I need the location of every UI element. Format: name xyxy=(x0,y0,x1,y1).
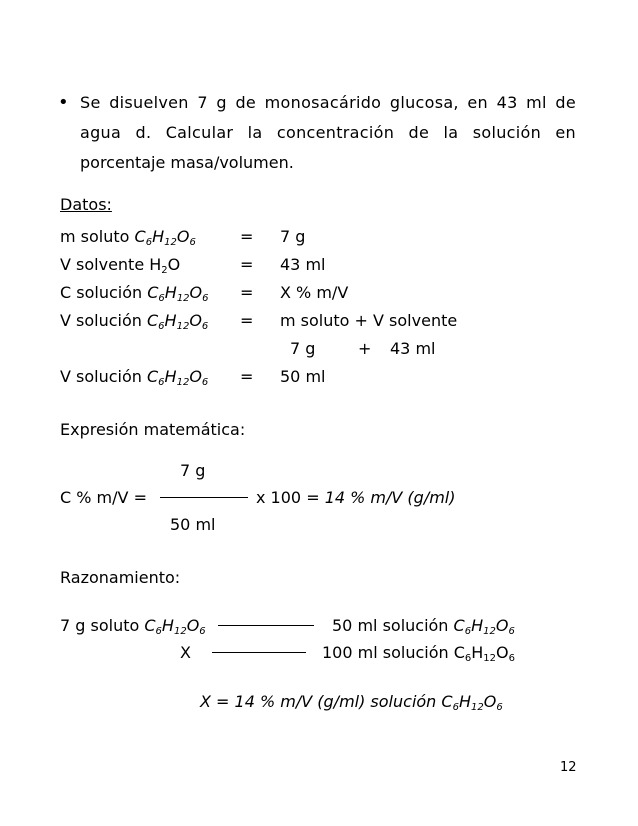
expresion-heading: Expresión matemática: xyxy=(60,420,246,439)
datos-value: 50 ml xyxy=(280,367,326,386)
expresion-lhs: C % m/V = xyxy=(60,488,147,507)
datos-label: V solvente H xyxy=(60,255,162,274)
razonamiento-result: X = 14 % m/V (g/ml) solución $C_6H_{12}O_6$ xyxy=(200,692,503,713)
equals-sign: = xyxy=(240,255,254,274)
equals-sign: = xyxy=(240,367,254,386)
datos-value: m soluto + V solvente xyxy=(280,311,458,330)
glucose-formula: $C_6H_{12}O_6$ xyxy=(453,643,515,664)
datos-value: 43 ml xyxy=(280,255,326,274)
datos-label: V solución xyxy=(60,367,147,386)
datos-label: m soluto xyxy=(60,227,135,246)
datos-row-v-solucion-result xyxy=(60,367,208,386)
datos-row-v-solvente: V solvente $H_2O$ xyxy=(60,255,181,276)
datos-value: 7 g xyxy=(280,227,306,246)
razonamiento-heading: Razonamiento: xyxy=(60,568,181,587)
problem-statement xyxy=(80,88,576,178)
sum-left: 7 g xyxy=(290,339,316,358)
razonamiento-row-1-right: 50 ml solución $C_6H_{12}O_6$ xyxy=(332,616,515,637)
equals-sign: = xyxy=(240,311,254,330)
problem-line-2: agua d. Calcular la concentración de la solución en xyxy=(80,123,576,142)
razonamiento-row-2-left: X xyxy=(180,643,191,662)
proportion-line xyxy=(212,652,306,653)
problem-line-1: Se disuelven 7 g de monosacárido glucosa, en 43 ml de xyxy=(80,93,576,112)
sum-plus: + xyxy=(358,339,372,358)
fraction-bar xyxy=(160,497,248,498)
fraction-numerator: 7 g xyxy=(180,461,206,480)
problem-line-3: porcentaje masa/volumen. xyxy=(80,153,294,172)
datos-label: C solución xyxy=(60,283,148,302)
datos-heading: Datos: xyxy=(60,195,112,214)
glucose-formula: $C_6H_{12}O_6$ xyxy=(144,616,206,637)
datos-row-c-solucion xyxy=(60,283,209,302)
razonamiento-row-2-right: 100 ml solución $C_6H_{12}O_6$ xyxy=(322,643,515,664)
sum-right: 43 ml xyxy=(390,339,436,358)
fraction-denominator: 50 ml xyxy=(170,515,216,534)
razonamiento-row-1-left: 7 g soluto $C_6H_{12}O_6$ xyxy=(60,616,206,637)
proportion-line xyxy=(218,625,314,626)
glucose-formula: $C_6H_{12}O_6$ xyxy=(147,311,209,332)
glucose-formula: $C_6H_{12}O_6$ xyxy=(441,692,503,713)
glucose-formula: $C_6H_{12}O_6$ xyxy=(147,283,209,304)
datos-row-v-solucion xyxy=(60,311,208,330)
datos-label: V solución xyxy=(60,311,147,330)
glucose-formula: $C_6H_{12}O_6$ xyxy=(134,227,196,248)
glucose-formula: $C_6H_{12}O_6$ xyxy=(147,367,209,388)
equals-sign: = xyxy=(240,283,254,302)
datos-row-m-soluto xyxy=(60,227,196,246)
page-number: 12 xyxy=(560,760,577,775)
equals-sign: = xyxy=(240,227,254,246)
expresion-rhs: x 100 = 14 % m/V (g/ml) xyxy=(256,488,456,507)
datos-value: X % m/V xyxy=(280,283,349,302)
glucose-formula: $C_6H_{12}O_6$ xyxy=(453,616,515,637)
bullet-icon: • xyxy=(58,92,69,113)
